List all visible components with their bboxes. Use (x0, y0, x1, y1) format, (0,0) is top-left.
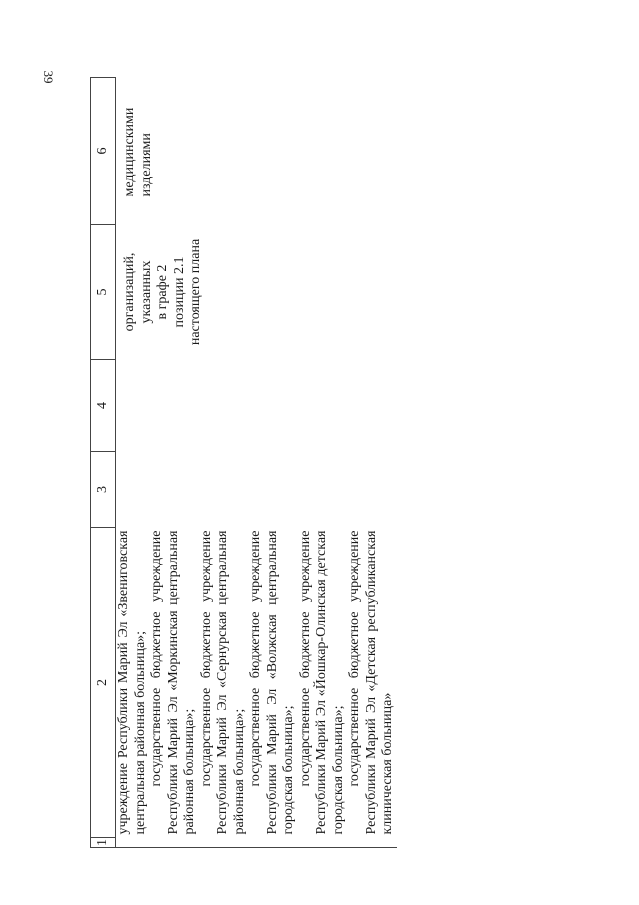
cell-col-3 (116, 452, 397, 528)
col5-line: позиции 2.1 (171, 256, 187, 328)
institution-paragraph: государственное бюджетное учреждение Республики Марий Эл «Моркинская центральная районная больница»; (149, 530, 197, 835)
institution-paragraph: учреждение Республики Марий Эл «Звениговская центральная районная больница»; (116, 530, 148, 835)
col5-line: в графе 2 (155, 264, 170, 320)
col5-line: указанных (138, 260, 154, 324)
col6-text: медицинскими изделиями (122, 107, 154, 197)
cell-col-5 (116, 225, 397, 360)
table-header-row (91, 78, 116, 848)
header-col-5: 5 (91, 225, 116, 360)
plan-table (90, 77, 397, 848)
cell-col-1 (116, 838, 397, 848)
institution-paragraph: государственное бюджетное учреждение Республики Марий Эл «Волжская центральная городская больница»; (248, 530, 296, 835)
cell-col-2 (116, 528, 397, 838)
header-col-6: 6 (91, 78, 116, 225)
rotated-table-container (90, 78, 510, 848)
cell-col-4 (116, 360, 397, 452)
header-col-3: 3 (91, 452, 116, 528)
page-number: 39 (41, 70, 56, 84)
header-col-2: 2 (91, 528, 116, 838)
institution-paragraph: государственное бюджетное учреждение Республики Марий Эл «Сернурская центральная районная больница»; (198, 530, 247, 835)
table-row (116, 78, 397, 848)
col5-line: настоящего плана (188, 238, 203, 346)
institution-paragraph: государственное бюджетное учреждение Республики Марий Эл «Йошкар-Олинская детская городская больница»; (297, 530, 346, 835)
institution-paragraph: государственное бюджетное учреждение Республики Марий Эл «Детская республиканская клиническая больница» (347, 530, 395, 835)
cell-col-6 (116, 78, 397, 225)
col5-line: организаций, (122, 252, 137, 332)
header-col-1: 1 (91, 838, 116, 848)
header-col-4: 4 (91, 360, 116, 452)
